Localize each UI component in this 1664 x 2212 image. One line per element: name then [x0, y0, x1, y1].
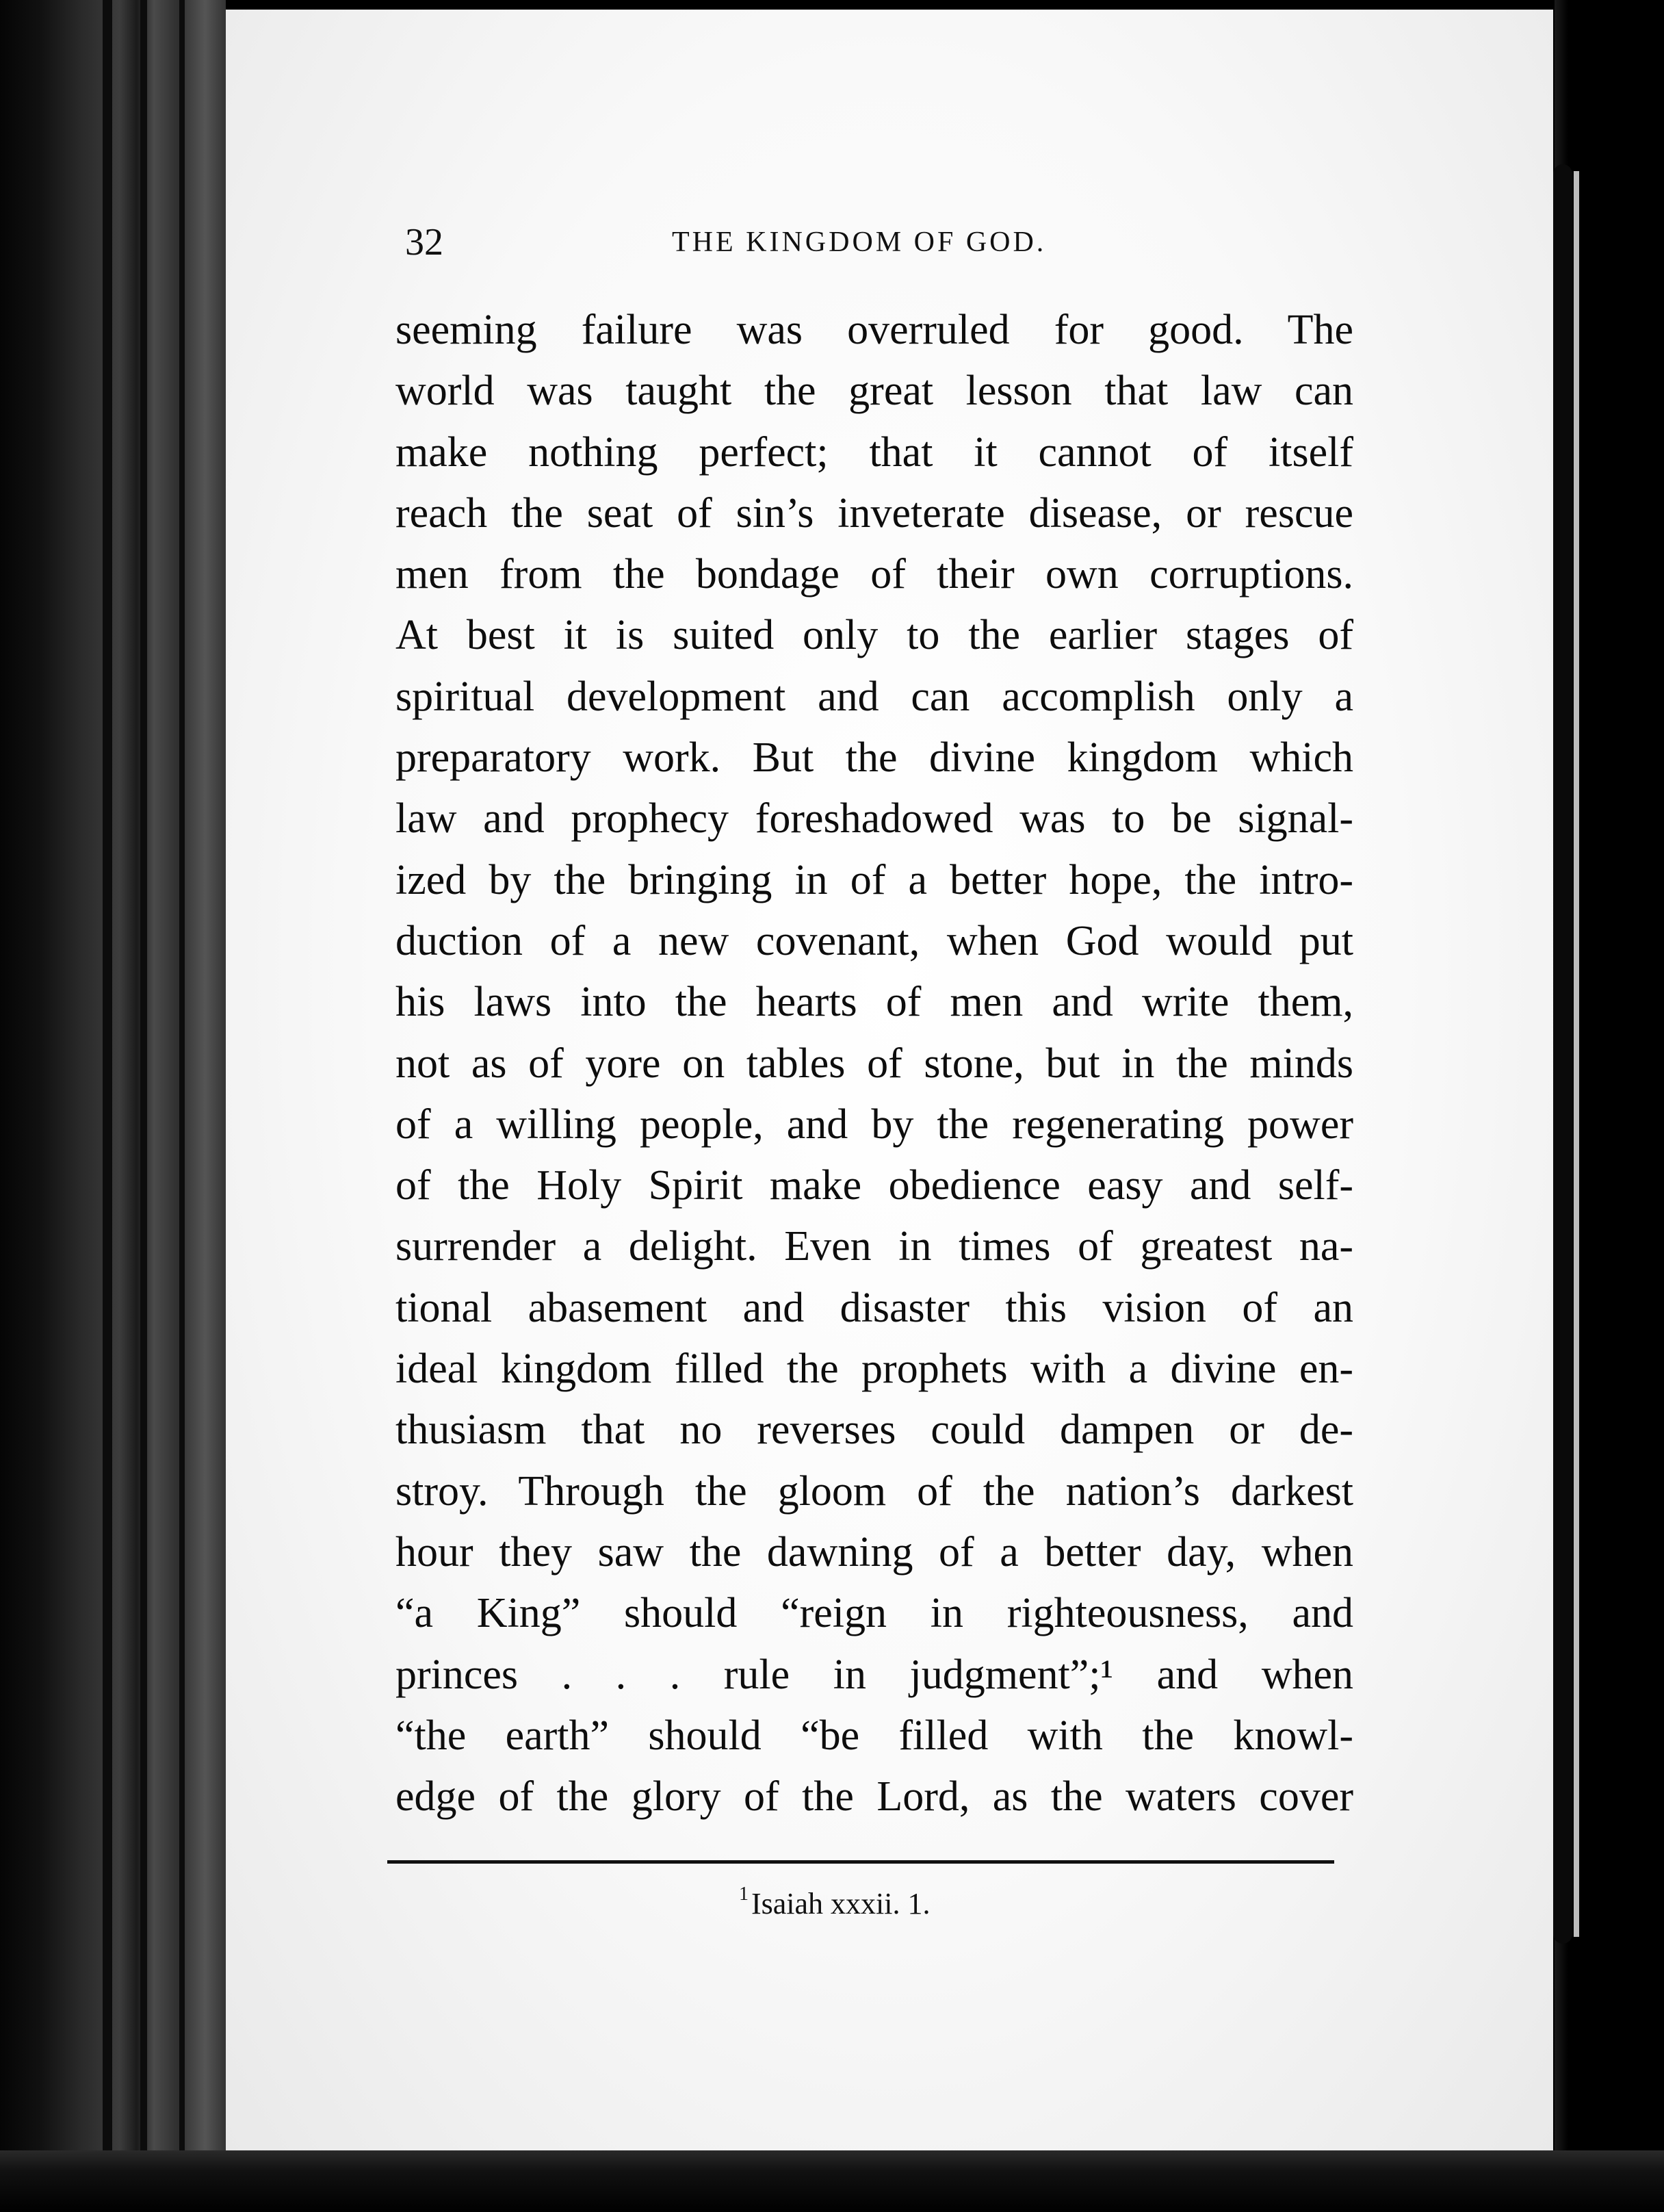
text-line: “a King” should “reign in righteousness, and [395, 1590, 1353, 1637]
text-line: edge of the glory of the Lord, as the waters cover [395, 1773, 1353, 1821]
text-line: hour they saw the dawning of a better day, when [395, 1528, 1353, 1576]
footnote-rule [387, 1860, 1334, 1864]
page-fore-edge-highlight [1574, 171, 1579, 1937]
binding-stripe [103, 0, 112, 2212]
scan-top-edge [0, 0, 1664, 10]
text-line: spiritual development and can accomplish only a [395, 673, 1353, 720]
text-line: princes . . . rule in judgment”;¹ and when [395, 1651, 1353, 1698]
text-line: ideal kingdom filled the prophets with a divine en- [395, 1346, 1353, 1393]
text-line: make nothing perfect; that it cannot of itself [395, 428, 1353, 476]
footnote-text: Isaiah xxxii. 1. [751, 1887, 931, 1920]
binding-stripe [179, 0, 185, 2212]
scan-bottom-edge [0, 2150, 1664, 2212]
text-line: tional abasement and disaster this vision of an [395, 1284, 1353, 1331]
text-line: world was taught the great lesson that law can [395, 368, 1353, 415]
footnote-marker: 1 [739, 1883, 749, 1905]
page-fore-edge [1553, 164, 1572, 1944]
text-line: stroy. Through the gloom of the nation’s darkest [395, 1467, 1353, 1515]
text-line: thusiasm that no reverses could dampen or de- [395, 1406, 1353, 1454]
page-number: 32 [405, 221, 443, 263]
text-line: “the earth” should “be filled with the knowl- [395, 1712, 1353, 1759]
text-line: preparatory work. But the divine kingdom which [395, 734, 1353, 782]
text-line: duction of a new covenant, when God would put [395, 917, 1353, 964]
text-line: reach the seat of sin’s inveterate disease, or rescue [395, 489, 1353, 537]
text-line: surrender a delight. Even in times of greatest na- [395, 1223, 1353, 1270]
binding-stripe [140, 0, 147, 2212]
book-binding [0, 0, 226, 2212]
page-header [405, 220, 1322, 275]
text-line: of a willing people, and by the regenerating power [395, 1101, 1353, 1148]
text-line: his laws into the hearts of men and write them, [395, 979, 1353, 1026]
text-line: law and prophecy foreshadowed was to be signal- [395, 795, 1353, 843]
running-head: THE KINGDOM OF GOD. [672, 227, 1047, 258]
text-line: At best it is suited only to the earlier stages of [395, 612, 1353, 659]
body-text [395, 300, 1353, 1827]
footnote [739, 1883, 931, 1921]
text-line: men from the bondage of their own corruptions. [395, 551, 1353, 598]
text-line: of the Holy Spirit make obedience easy and self- [395, 1162, 1353, 1209]
text-line: ized by the bringing in of a better hope, the intro- [395, 856, 1353, 903]
text-line: not as of yore on tables of stone, but in the minds [395, 1040, 1353, 1087]
text-line: seeming failure was overruled for good. The [395, 307, 1353, 353]
